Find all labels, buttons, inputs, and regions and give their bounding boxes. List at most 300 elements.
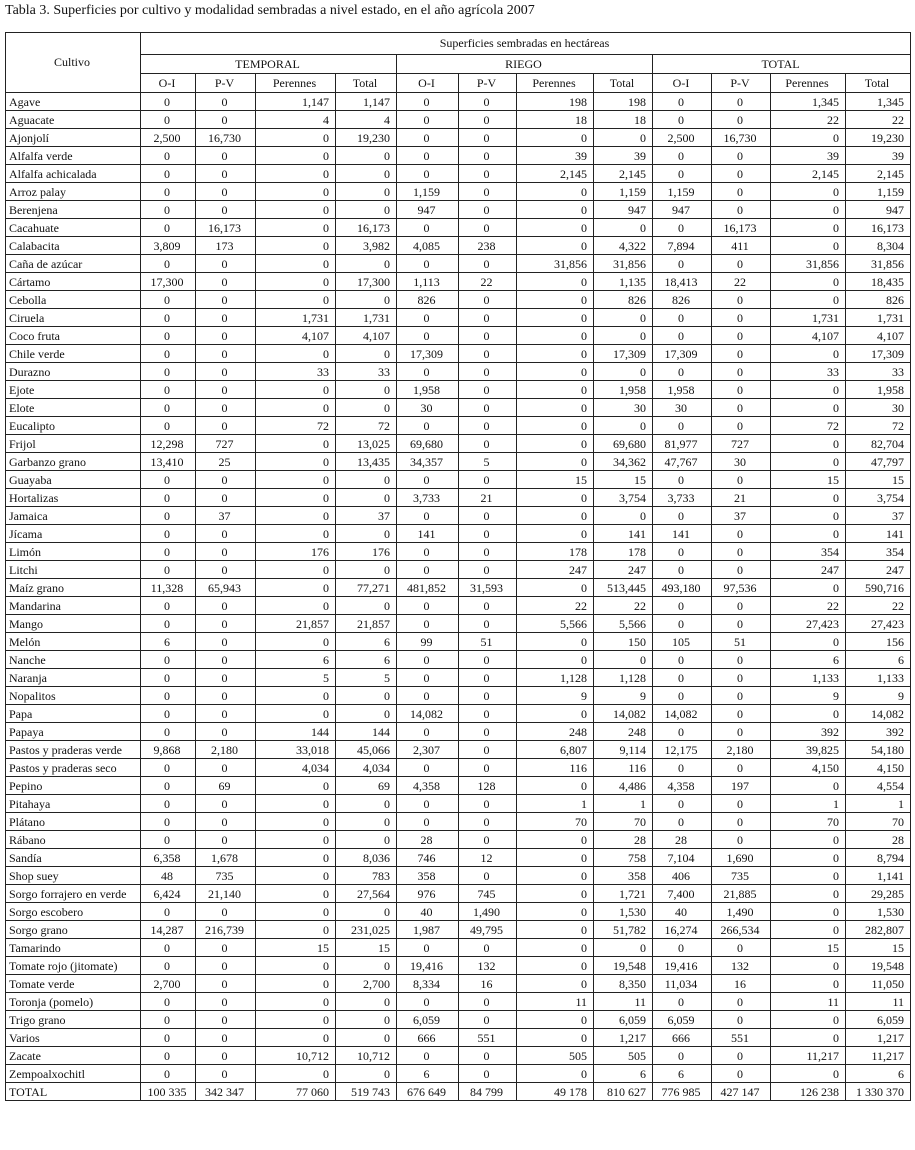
riego-per-cell: 0 — [517, 435, 594, 453]
crop-name: Tamarindo — [6, 939, 141, 957]
riego-tot-cell: 14,082 — [594, 705, 653, 723]
riego-o-i-cell: 40 — [397, 903, 459, 921]
riego-p-v-cell: 21 — [459, 489, 517, 507]
temporal-p-v-cell: 0 — [196, 615, 256, 633]
temporal-per-cell: 144 — [256, 723, 336, 741]
group-header-total: TOTAL — [653, 55, 911, 74]
temporal-p-v-cell: 0 — [196, 993, 256, 1011]
riego-p-v-cell: 84 799 — [459, 1083, 517, 1101]
temporal-o-i-cell: 3,809 — [141, 237, 196, 255]
riego-p-v-cell: 0 — [459, 741, 517, 759]
riego-o-i-cell: 17,309 — [397, 345, 459, 363]
riego-o-i-cell: 976 — [397, 885, 459, 903]
temporal-o-i-cell: 0 — [141, 381, 196, 399]
riego-tot-cell: 6,059 — [594, 1011, 653, 1029]
riego-o-i-cell: 2,307 — [397, 741, 459, 759]
riego-p-v-cell: 132 — [459, 957, 517, 975]
temporal-p-v-cell: 2,180 — [196, 741, 256, 759]
total-o-i-cell: 47,767 — [653, 453, 712, 471]
table-row — [6, 129, 911, 147]
crop-name: Agave — [6, 93, 141, 111]
temporal-o-i-cell: 0 — [141, 183, 196, 201]
temporal-tot-cell: 0 — [336, 993, 397, 1011]
table-row — [6, 1065, 911, 1083]
total-per-cell: 11,217 — [771, 1047, 846, 1065]
area-super-header: Superficies sembradas en hectáreas — [141, 33, 911, 55]
temporal-p-v-cell: 0 — [196, 345, 256, 363]
riego-tot-cell: 22 — [594, 597, 653, 615]
total-per-cell: 22 — [771, 111, 846, 129]
riego-p-v-cell: 0 — [459, 381, 517, 399]
temporal-tot-cell: 0 — [336, 561, 397, 579]
temporal-per-cell: 6 — [256, 651, 336, 669]
total-o-i-cell: 0 — [653, 309, 712, 327]
crop-name: Eucalipto — [6, 417, 141, 435]
total-per-cell: 0 — [771, 273, 846, 291]
table-row — [6, 759, 911, 777]
riego-o-i-cell: 1,113 — [397, 273, 459, 291]
table-row — [6, 1047, 911, 1065]
total-p-v-cell: 0 — [712, 687, 771, 705]
riego-tot-cell: 248 — [594, 723, 653, 741]
temporal-p-v-cell: 735 — [196, 867, 256, 885]
riego-o-i-cell: 0 — [397, 543, 459, 561]
total-tot-cell: 4,150 — [846, 759, 911, 777]
crop-name: Nopalitos — [6, 687, 141, 705]
temporal-per-cell: 0 — [256, 471, 336, 489]
table-row — [6, 705, 911, 723]
riego-per-cell: 0 — [517, 1065, 594, 1083]
total-p-v-cell: 0 — [712, 327, 771, 345]
temporal-p-v-cell: 342 347 — [196, 1083, 256, 1101]
temporal-per-cell: 0 — [256, 777, 336, 795]
riego-per-cell: 0 — [517, 849, 594, 867]
riego-p-v-cell: 0 — [459, 183, 517, 201]
temporal-per-cell: 0 — [256, 579, 336, 597]
total-per-cell: 39,825 — [771, 741, 846, 759]
riego-p-v-cell: 49,795 — [459, 921, 517, 939]
riego-o-i-cell: 746 — [397, 849, 459, 867]
riego-o-i-cell: 0 — [397, 669, 459, 687]
riego-per-cell: 0 — [517, 885, 594, 903]
table-row — [6, 831, 911, 849]
total-tot-cell: 6 — [846, 651, 911, 669]
temporal-p-v-cell: 0 — [196, 417, 256, 435]
table-row — [6, 201, 911, 219]
table-row — [6, 111, 911, 129]
temporal-tot-cell: 13,025 — [336, 435, 397, 453]
riego-tot-cell: 0 — [594, 507, 653, 525]
total-p-v-cell: 0 — [712, 993, 771, 1011]
riego-o-i-cell: 8,334 — [397, 975, 459, 993]
riego-p-v-cell: 0 — [459, 795, 517, 813]
crop-name: Maíz grano — [6, 579, 141, 597]
riego-p-v-cell: 0 — [459, 327, 517, 345]
total-per-cell: 9 — [771, 687, 846, 705]
riego-o-i-cell: 6 — [397, 1065, 459, 1083]
temporal-o-i-cell: 0 — [141, 795, 196, 813]
table-row — [6, 885, 911, 903]
temporal-per-cell: 176 — [256, 543, 336, 561]
total-p-v-cell: 0 — [712, 795, 771, 813]
temporal-o-i-cell: 0 — [141, 93, 196, 111]
temporal-p-v-cell: 0 — [196, 597, 256, 615]
riego-per-cell: 0 — [517, 975, 594, 993]
total-o-i-cell: 30 — [653, 399, 712, 417]
riego-o-i-cell: 826 — [397, 291, 459, 309]
total-tot-cell: 1,530 — [846, 903, 911, 921]
temporal-o-i-cell: 0 — [141, 1065, 196, 1083]
total-o-i-cell: 6,059 — [653, 1011, 712, 1029]
total-tot-cell: 22 — [846, 111, 911, 129]
temporal-tot-cell: 8,036 — [336, 849, 397, 867]
total-per-cell: 0 — [771, 1065, 846, 1083]
temporal-o-i-cell: 0 — [141, 957, 196, 975]
temporal-o-i-cell: 6,424 — [141, 885, 196, 903]
riego-tot-cell: 1 — [594, 795, 653, 813]
riego-tot-cell: 0 — [594, 363, 653, 381]
temporal-per-cell: 0 — [256, 255, 336, 273]
subcol-header: Total — [846, 74, 911, 93]
total-p-v-cell: 0 — [712, 201, 771, 219]
riego-per-cell: 0 — [517, 651, 594, 669]
table-row — [6, 417, 911, 435]
temporal-tot-cell: 231,025 — [336, 921, 397, 939]
total-p-v-cell: 16,173 — [712, 219, 771, 237]
temporal-tot-cell: 33 — [336, 363, 397, 381]
total-o-i-cell: 3,733 — [653, 489, 712, 507]
total-o-i-cell: 0 — [653, 687, 712, 705]
total-p-v-cell: 0 — [712, 399, 771, 417]
total-per-cell: 0 — [771, 579, 846, 597]
crop-name: Sorgo escobero — [6, 903, 141, 921]
temporal-p-v-cell: 0 — [196, 471, 256, 489]
total-o-i-cell: 17,309 — [653, 345, 712, 363]
temporal-tot-cell: 6 — [336, 651, 397, 669]
riego-p-v-cell: 0 — [459, 993, 517, 1011]
total-p-v-cell: 0 — [712, 165, 771, 183]
riego-per-cell: 1 — [517, 795, 594, 813]
riego-tot-cell: 758 — [594, 849, 653, 867]
total-per-cell: 72 — [771, 417, 846, 435]
riego-p-v-cell: 128 — [459, 777, 517, 795]
total-p-v-cell: 0 — [712, 1011, 771, 1029]
total-tot-cell: 354 — [846, 543, 911, 561]
total-p-v-cell: 0 — [712, 291, 771, 309]
temporal-per-cell: 0 — [256, 219, 336, 237]
temporal-tot-cell: 0 — [336, 687, 397, 705]
riego-per-cell: 39 — [517, 147, 594, 165]
riego-tot-cell: 34,362 — [594, 453, 653, 471]
crop-name: Pastos y praderas verde — [6, 741, 141, 759]
riego-tot-cell: 1,530 — [594, 903, 653, 921]
subcol-header: P-V — [712, 74, 771, 93]
total-o-i-cell: 0 — [653, 507, 712, 525]
temporal-p-v-cell: 0 — [196, 705, 256, 723]
total-per-cell: 31,856 — [771, 255, 846, 273]
total-p-v-cell: 51 — [712, 633, 771, 651]
temporal-per-cell: 0 — [256, 399, 336, 417]
riego-p-v-cell: 0 — [459, 867, 517, 885]
total-o-i-cell: 0 — [653, 1047, 712, 1065]
total-tot-cell: 70 — [846, 813, 911, 831]
total-per-cell: 0 — [771, 975, 846, 993]
riego-p-v-cell: 0 — [459, 471, 517, 489]
riego-o-i-cell: 0 — [397, 651, 459, 669]
riego-per-cell: 49 178 — [517, 1083, 594, 1101]
riego-tot-cell: 3,754 — [594, 489, 653, 507]
total-per-cell: 0 — [771, 507, 846, 525]
table-row — [6, 975, 911, 993]
total-o-i-cell: 16,274 — [653, 921, 712, 939]
temporal-tot-cell: 4 — [336, 111, 397, 129]
crop-name: Durazno — [6, 363, 141, 381]
temporal-per-cell: 0 — [256, 633, 336, 651]
riego-tot-cell: 513,445 — [594, 579, 653, 597]
temporal-tot-cell: 0 — [336, 1065, 397, 1083]
temporal-p-v-cell: 0 — [196, 903, 256, 921]
riego-o-i-cell: 0 — [397, 687, 459, 705]
crop-name: Mango — [6, 615, 141, 633]
total-o-i-cell: 19,416 — [653, 957, 712, 975]
total-tot-cell: 54,180 — [846, 741, 911, 759]
riego-tot-cell: 178 — [594, 543, 653, 561]
total-o-i-cell: 0 — [653, 759, 712, 777]
total-p-v-cell: 735 — [712, 867, 771, 885]
total-tot-cell: 4,107 — [846, 327, 911, 345]
temporal-tot-cell: 0 — [336, 1011, 397, 1029]
total-per-cell: 0 — [771, 867, 846, 885]
crop-name: Berenjena — [6, 201, 141, 219]
total-o-i-cell: 406 — [653, 867, 712, 885]
total-per-cell: 0 — [771, 453, 846, 471]
temporal-o-i-cell: 0 — [141, 525, 196, 543]
total-tot-cell: 17,309 — [846, 345, 911, 363]
riego-tot-cell: 947 — [594, 201, 653, 219]
table-row — [6, 363, 911, 381]
temporal-p-v-cell: 0 — [196, 561, 256, 579]
temporal-p-v-cell: 0 — [196, 525, 256, 543]
temporal-p-v-cell: 0 — [196, 939, 256, 957]
temporal-per-cell: 0 — [256, 687, 336, 705]
subcol-header: Total — [594, 74, 653, 93]
riego-per-cell: 0 — [517, 831, 594, 849]
riego-p-v-cell: 0 — [459, 111, 517, 129]
riego-tot-cell: 11 — [594, 993, 653, 1011]
temporal-tot-cell: 4,107 — [336, 327, 397, 345]
riego-p-v-cell: 0 — [459, 399, 517, 417]
riego-tot-cell: 0 — [594, 327, 653, 345]
temporal-o-i-cell: 2,700 — [141, 975, 196, 993]
total-per-cell: 0 — [771, 237, 846, 255]
temporal-per-cell: 1,147 — [256, 93, 336, 111]
total-o-i-cell: 0 — [653, 723, 712, 741]
temporal-tot-cell: 0 — [336, 597, 397, 615]
riego-p-v-cell: 0 — [459, 435, 517, 453]
total-per-cell: 1,345 — [771, 93, 846, 111]
riego-tot-cell: 6 — [594, 1065, 653, 1083]
temporal-tot-cell: 5 — [336, 669, 397, 687]
temporal-p-v-cell: 25 — [196, 453, 256, 471]
total-per-cell: 0 — [771, 849, 846, 867]
total-per-cell: 0 — [771, 291, 846, 309]
subcol-header: Total — [336, 74, 397, 93]
riego-tot-cell: 19,548 — [594, 957, 653, 975]
riego-p-v-cell: 1,490 — [459, 903, 517, 921]
total-tot-cell: 1,731 — [846, 309, 911, 327]
riego-tot-cell: 8,350 — [594, 975, 653, 993]
riego-p-v-cell: 0 — [459, 147, 517, 165]
riego-tot-cell: 2,145 — [594, 165, 653, 183]
total-tot-cell: 947 — [846, 201, 911, 219]
riego-o-i-cell: 0 — [397, 147, 459, 165]
total-o-i-cell: 0 — [653, 165, 712, 183]
temporal-p-v-cell: 37 — [196, 507, 256, 525]
total-tot-cell: 156 — [846, 633, 911, 651]
total-p-v-cell: 16 — [712, 975, 771, 993]
riego-per-cell: 11 — [517, 993, 594, 1011]
riego-tot-cell: 0 — [594, 651, 653, 669]
temporal-o-i-cell: 0 — [141, 615, 196, 633]
temporal-per-cell: 0 — [256, 903, 336, 921]
total-o-i-cell: 28 — [653, 831, 712, 849]
temporal-p-v-cell: 0 — [196, 669, 256, 687]
total-p-v-cell: 197 — [712, 777, 771, 795]
temporal-per-cell: 0 — [256, 975, 336, 993]
temporal-p-v-cell: 0 — [196, 633, 256, 651]
riego-per-cell: 0 — [517, 291, 594, 309]
riego-p-v-cell: 0 — [459, 651, 517, 669]
riego-p-v-cell: 0 — [459, 291, 517, 309]
temporal-per-cell: 0 — [256, 435, 336, 453]
temporal-p-v-cell: 65,943 — [196, 579, 256, 597]
total-o-i-cell: 18,413 — [653, 273, 712, 291]
riego-o-i-cell: 30 — [397, 399, 459, 417]
total-per-cell: 1 — [771, 795, 846, 813]
crop-name: Calabacita — [6, 237, 141, 255]
crop-name: Hortalizas — [6, 489, 141, 507]
total-p-v-cell: 132 — [712, 957, 771, 975]
total-per-cell: 0 — [771, 903, 846, 921]
table-row — [6, 309, 911, 327]
riego-per-cell: 0 — [517, 417, 594, 435]
total-p-v-cell: 0 — [712, 111, 771, 129]
crop-name: Zacate — [6, 1047, 141, 1065]
temporal-per-cell: 4 — [256, 111, 336, 129]
table-row — [6, 561, 911, 579]
crop-name: Jícama — [6, 525, 141, 543]
temporal-o-i-cell: 0 — [141, 363, 196, 381]
temporal-tot-cell: 0 — [336, 813, 397, 831]
total-tot-cell: 27,423 — [846, 615, 911, 633]
total-p-v-cell: 0 — [712, 525, 771, 543]
temporal-per-cell: 5 — [256, 669, 336, 687]
temporal-o-i-cell: 17,300 — [141, 273, 196, 291]
riego-per-cell: 0 — [517, 345, 594, 363]
temporal-per-cell: 0 — [256, 489, 336, 507]
total-tot-cell: 1,217 — [846, 1029, 911, 1047]
riego-per-cell: 1,128 — [517, 669, 594, 687]
riego-p-v-cell: 551 — [459, 1029, 517, 1047]
subcol-header: Perennes — [771, 74, 846, 93]
temporal-p-v-cell: 16,173 — [196, 219, 256, 237]
table-row — [6, 615, 911, 633]
temporal-p-v-cell: 0 — [196, 111, 256, 129]
temporal-p-v-cell: 0 — [196, 327, 256, 345]
total-tot-cell: 247 — [846, 561, 911, 579]
table-row — [6, 723, 911, 741]
riego-p-v-cell: 0 — [459, 129, 517, 147]
total-o-i-cell: 826 — [653, 291, 712, 309]
riego-per-cell: 0 — [517, 525, 594, 543]
riego-per-cell: 0 — [517, 903, 594, 921]
table-row — [6, 1011, 911, 1029]
riego-o-i-cell: 28 — [397, 831, 459, 849]
total-tot-cell: 19,548 — [846, 957, 911, 975]
riego-o-i-cell: 4,358 — [397, 777, 459, 795]
total-tot-cell: 590,716 — [846, 579, 911, 597]
riego-tot-cell: 39 — [594, 147, 653, 165]
table-row — [6, 345, 911, 363]
temporal-o-i-cell: 0 — [141, 291, 196, 309]
temporal-per-cell: 0 — [256, 831, 336, 849]
total-o-i-cell: 141 — [653, 525, 712, 543]
riego-tot-cell: 4,322 — [594, 237, 653, 255]
temporal-o-i-cell: 0 — [141, 327, 196, 345]
temporal-o-i-cell: 0 — [141, 903, 196, 921]
total-tot-cell: 4,554 — [846, 777, 911, 795]
total-o-i-cell: 0 — [653, 363, 712, 381]
total-p-v-cell: 21 — [712, 489, 771, 507]
temporal-per-cell: 0 — [256, 291, 336, 309]
temporal-p-v-cell: 0 — [196, 543, 256, 561]
temporal-tot-cell: 0 — [336, 165, 397, 183]
riego-tot-cell: 17,309 — [594, 345, 653, 363]
temporal-o-i-cell: 48 — [141, 867, 196, 885]
riego-tot-cell: 18 — [594, 111, 653, 129]
crop-name: Litchi — [6, 561, 141, 579]
total-p-v-cell: 0 — [712, 1047, 771, 1065]
total-o-i-cell: 105 — [653, 633, 712, 651]
temporal-p-v-cell: 0 — [196, 1011, 256, 1029]
temporal-per-cell: 4,034 — [256, 759, 336, 777]
temporal-p-v-cell: 0 — [196, 201, 256, 219]
temporal-p-v-cell: 0 — [196, 1047, 256, 1065]
crop-name: Jamaica — [6, 507, 141, 525]
riego-per-cell: 0 — [517, 957, 594, 975]
temporal-per-cell: 0 — [256, 597, 336, 615]
temporal-tot-cell: 1,147 — [336, 93, 397, 111]
total-o-i-cell: 4,358 — [653, 777, 712, 795]
riego-tot-cell: 31,856 — [594, 255, 653, 273]
riego-per-cell: 0 — [517, 921, 594, 939]
group-header-temporal: TEMPORAL — [141, 55, 397, 74]
total-per-cell: 0 — [771, 831, 846, 849]
total-p-v-cell: 37 — [712, 507, 771, 525]
subcol-header: Perennes — [256, 74, 336, 93]
total-tot-cell: 72 — [846, 417, 911, 435]
total-per-cell: 0 — [771, 705, 846, 723]
total-p-v-cell: 0 — [712, 759, 771, 777]
total-per-cell: 0 — [771, 345, 846, 363]
riego-per-cell: 0 — [517, 453, 594, 471]
temporal-o-i-cell: 0 — [141, 399, 196, 417]
table-row — [6, 165, 911, 183]
temporal-per-cell: 0 — [256, 381, 336, 399]
table-row — [6, 1029, 911, 1047]
total-p-v-cell: 16,730 — [712, 129, 771, 147]
temporal-per-cell: 0 — [256, 849, 336, 867]
